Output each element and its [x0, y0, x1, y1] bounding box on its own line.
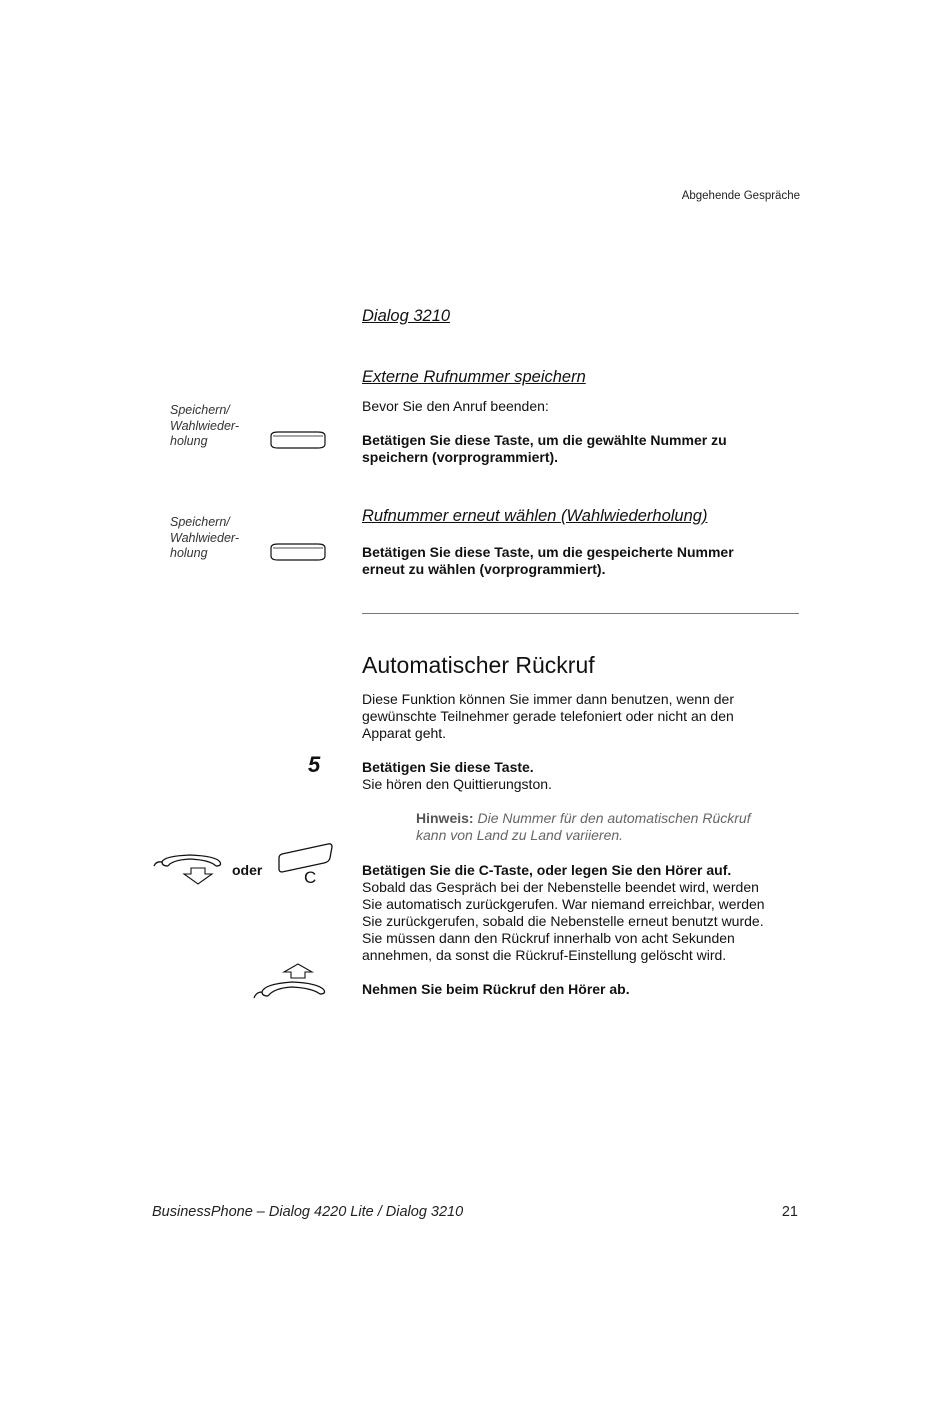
intro-line: Apparat geht. — [362, 725, 447, 741]
dialog-heading: Dialog 3210 — [362, 307, 451, 325]
note-text: kann von Land zu Land variieren. — [416, 827, 624, 843]
running-header: Abgehende Gespräche — [681, 190, 800, 202]
side-label-line: holung — [170, 546, 208, 560]
c-key-label: C — [304, 868, 317, 887]
instruction-line: Betätigen Sie diese Taste, um die gewählte Nummer zu — [362, 432, 727, 448]
step-c-key — [362, 862, 802, 964]
instruction-line: speichern (vorprogrammiert). — [362, 449, 559, 465]
note-box — [416, 810, 796, 844]
intro-line: gewünschte Teilnehmer gerade telefoniert oder nicht an den — [362, 708, 734, 724]
or-label: oder — [232, 862, 263, 878]
side-label-line: Wahlwieder- — [170, 530, 240, 545]
handset-down-icon — [150, 852, 230, 886]
intro-line: Diese Funktion können Sie immer dann benutzen, wenn der — [362, 691, 734, 707]
side-label-line: Speichern/ — [170, 515, 230, 529]
step-press-key — [362, 759, 792, 793]
redial-instruction — [362, 544, 792, 578]
handset-up-icon — [250, 964, 330, 1002]
key-button-icon — [268, 428, 328, 452]
side-label-line: Speichern/ — [170, 403, 230, 417]
instruction-line: Betätigen Sie diese Taste, um die gespeicherte Nummer — [362, 544, 734, 560]
note-label: Hinweis: — [416, 810, 474, 826]
store-number-heading: Externe Rufnummer speichern — [362, 368, 586, 386]
step-text: Sie hören den Quittierungston. — [362, 776, 552, 792]
store-side-label — [170, 403, 260, 450]
page-number: 21 — [781, 1204, 798, 1220]
note-text: Die Nummer für den automatischen Rückruf — [477, 810, 751, 826]
step-text-line: Sie müssen dann den Rückruf innerhalb von acht Sekunden — [362, 930, 735, 946]
side-label-line: holung — [170, 434, 208, 448]
store-instruction — [362, 432, 792, 466]
store-intro: Bevor Sie den Anruf beenden: — [362, 398, 549, 414]
redial-heading: Rufnummer erneut wählen (Wahlwiederholung) — [362, 507, 708, 525]
step-text-line: Sobald das Gespräch bei der Nebenstelle beendet wird, werden — [362, 879, 759, 895]
step-bold-text: Betätigen Sie diese Taste. — [362, 759, 534, 775]
step-text-line: annehmen, da sonst die Rückruf-Einstellung gelöscht wird. — [362, 947, 727, 963]
section-divider — [362, 613, 799, 614]
step-bold-text: Betätigen Sie die C-Taste, oder legen Sie den Hörer auf. — [362, 862, 732, 878]
footer-title: BusinessPhone – Dialog 4220 Lite / Dialog 3210 — [152, 1204, 464, 1220]
digit-key-5: 5 — [308, 752, 321, 777]
redial-side-label — [170, 515, 260, 562]
step-lift-handset: Nehmen Sie beim Rückruf den Hörer ab. — [362, 981, 630, 997]
step-text-line: Sie zurückgerufen, sobald die Nebenstelle erneut benutzt wurde. — [362, 913, 764, 929]
key-button-icon — [268, 540, 328, 564]
callback-intro — [362, 691, 792, 742]
side-label-line: Wahlwieder- — [170, 418, 240, 433]
instruction-line: erneut zu wählen (vorprogrammiert). — [362, 561, 606, 577]
step-text-line: Sie automatisch zurückgerufen. War niemand erreichbar, werden — [362, 896, 765, 912]
section-title: Automatischer Rückruf — [362, 652, 595, 678]
